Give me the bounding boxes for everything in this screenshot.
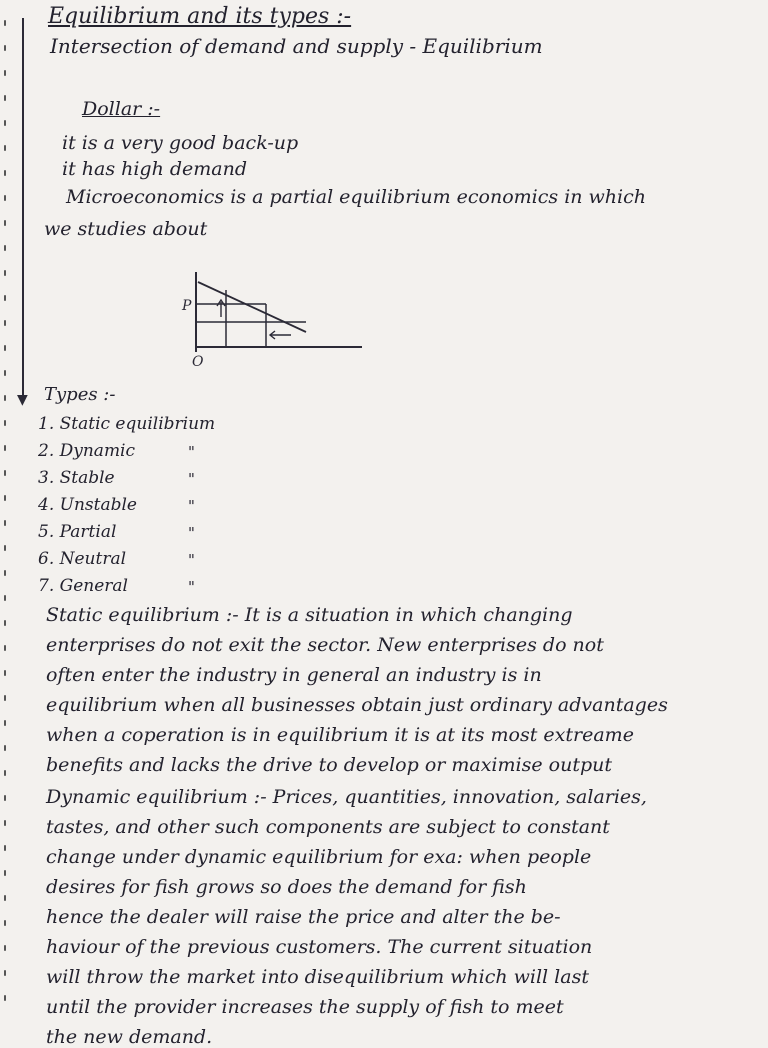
margin-dot (4, 845, 6, 851)
paragraph-line: the new demand. (46, 1026, 213, 1048)
margin-dot (4, 620, 6, 626)
type-item: 5. Partial (38, 522, 117, 542)
types-heading: Types :- (44, 384, 116, 405)
margin-dot (4, 420, 6, 426)
ditto-mark: " (188, 578, 195, 596)
ditto-mark: " (188, 497, 195, 515)
micro-line: we studies about (44, 218, 208, 240)
type-item: 3. Stable (38, 468, 115, 488)
margin-dot (4, 820, 6, 826)
ditto-mark: " (188, 443, 195, 461)
graph-p-label: P (182, 298, 192, 314)
margin-dot (4, 345, 6, 351)
margin-dot (4, 145, 6, 151)
paragraph-line: will throw the market into disequilibrium which will last (46, 966, 589, 988)
margin-dot (4, 195, 6, 201)
margin-dot (4, 120, 6, 126)
ditto-mark: " (188, 551, 195, 569)
type-item: 1. Static equilibrium (38, 414, 216, 434)
margin-dot (4, 20, 6, 26)
paragraph-line: haviour of the previous customers. The current situation (46, 936, 593, 958)
margin-dot (4, 645, 6, 651)
margin-dot (4, 95, 6, 101)
paragraph-line: Dynamic equilibrium :- Prices, quantities, innovation, salaries, (46, 786, 647, 808)
margin-dot (4, 520, 6, 526)
margin-dot (4, 870, 6, 876)
paragraph-line: hence the dealer will raise the price and alter the be- (46, 906, 561, 928)
ditto-mark: " (188, 470, 195, 488)
paragraph-line: benefits and lacks the drive to develop or maximise output (46, 754, 612, 776)
margin-dot (4, 220, 6, 226)
intro-line: Intersection of demand and supply - Equilibrium (50, 34, 543, 58)
paragraph-line: desires for fish grows so does the demand for fish (46, 876, 527, 898)
type-item: 4. Unstable (38, 495, 137, 515)
margin-dot (4, 245, 6, 251)
type-item: 7. General (38, 576, 128, 596)
margin-dot (4, 745, 6, 751)
dollar-point: it has high demand (62, 158, 248, 180)
margin-dot (4, 770, 6, 776)
type-item: 2. Dynamic (38, 441, 136, 461)
page-title: Equilibrium and its types :- (48, 4, 352, 29)
margin-arrow-head: ▼ (17, 392, 28, 408)
margin-dot (4, 945, 6, 951)
paragraph-line: when a coperation is in equilibrium it is at its most extreame (46, 724, 634, 746)
paragraph-line: enterprises do not exit the sector. New enterprises do not (46, 634, 604, 656)
margin-dot (4, 695, 6, 701)
paragraph-line: until the provider increases the supply of fish to meet (46, 996, 564, 1018)
margin-dot (4, 295, 6, 301)
margin-dot (4, 545, 6, 551)
margin-dot (4, 170, 6, 176)
margin-dot (4, 370, 6, 376)
margin-dot (4, 395, 6, 401)
paragraph-line: change under dynamic equilibrium for exa: when people (46, 846, 592, 868)
margin-arrow-line (22, 18, 24, 400)
margin-dot (4, 70, 6, 76)
graph-origin-label: O (192, 354, 204, 370)
margin-dot (4, 995, 6, 1001)
margin-dot (4, 920, 6, 926)
margin-dot (4, 320, 6, 326)
type-item: 6. Neutral (38, 549, 127, 569)
dollar-point: it is a very good back-up (62, 132, 299, 154)
ditto-mark: " (188, 524, 195, 542)
equilibrium-graph (176, 262, 376, 372)
margin-dot (4, 795, 6, 801)
paragraph-line: Static equilibrium :- It is a situation in which changing (46, 604, 573, 626)
margin-dot (4, 670, 6, 676)
margin-dot (4, 970, 6, 976)
margin-dot (4, 270, 6, 276)
margin-dot (4, 895, 6, 901)
dollar-heading: Dollar :- (82, 98, 161, 120)
margin-dot (4, 595, 6, 601)
margin-dot (4, 720, 6, 726)
paragraph-line: often enter the industry in general an industry is in (46, 664, 542, 686)
margin-dot (4, 570, 6, 576)
margin-dot (4, 495, 6, 501)
margin-dot (4, 45, 6, 51)
paragraph-line: tastes, and other such components are subject to constant (46, 816, 610, 838)
paragraph-line: equilibrium when all businesses obtain just ordinary advantages (46, 694, 668, 716)
margin-dot (4, 470, 6, 476)
margin-dot (4, 445, 6, 451)
micro-line: Microeconomics is a partial equilibrium economics in which (66, 186, 647, 208)
margin-dots (4, 20, 8, 1010)
